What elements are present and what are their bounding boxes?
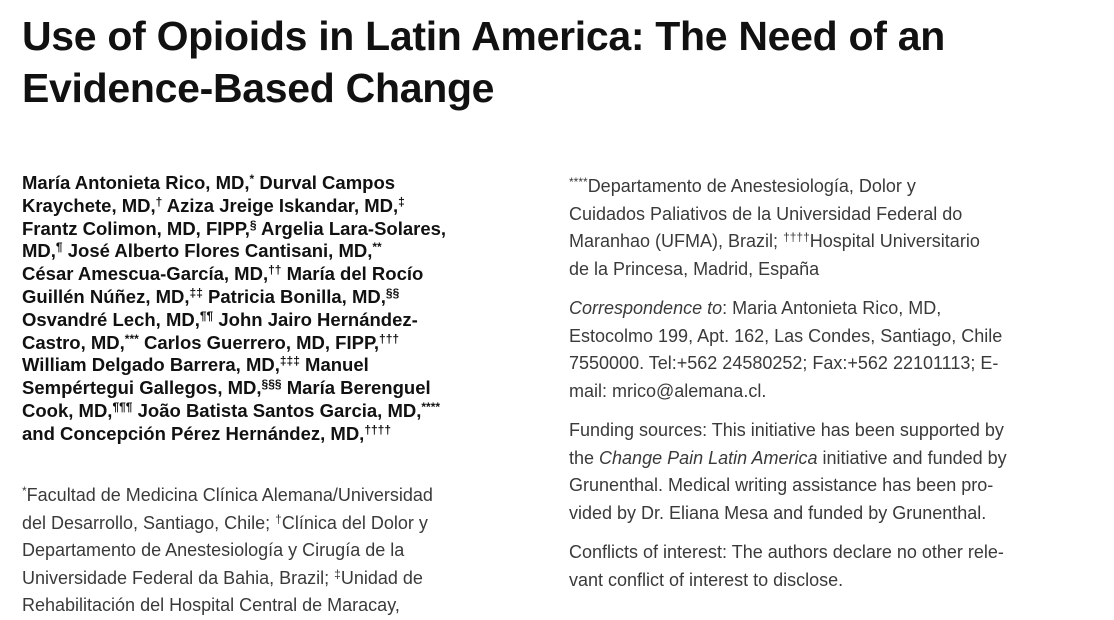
correspondence-name: : Maria Antonieta Rico, MD, xyxy=(722,298,942,318)
right-column xyxy=(569,173,1089,606)
funding-initiative-name: Change Pain Latin America xyxy=(599,447,818,468)
author-line: Osvandré Lech, MD,¶¶ John Jairo Hernández- xyxy=(22,308,418,330)
funding-line-2-post: initiative and funded by xyxy=(817,447,1007,468)
affiliation-line: Rehabilitación del Hospital Central de Maracay, xyxy=(22,595,400,615)
correspondence-email: mail: mrico@alemana.cl. xyxy=(569,380,767,401)
correspondence-phone: 7550000. Tel:+562 24580252; Fax:+562 22101113; E- xyxy=(569,353,999,373)
correspondence-label: Correspondence to xyxy=(569,298,723,318)
author-line: Castro, MD,*** Carlos Guerrero, MD, FIPP,††† xyxy=(22,331,400,353)
conflicts-line-1: Conflicts of interest: The authors declare no other rele- xyxy=(569,542,1004,562)
funding-line-2-pre: the xyxy=(569,447,600,468)
author-line: William Delgado Barrera, MD,‡‡‡ Manuel xyxy=(22,354,369,376)
article-title xyxy=(22,10,1102,114)
title-line-1: Use of Opioids in Latin America: The Need of an xyxy=(22,13,945,59)
author-line: María Antonieta Rico, MD,* Durval Campos xyxy=(22,172,396,193)
affiliation-line: Maranhao (UFMA), Brazil; ††††Hospital Universitario xyxy=(569,230,980,251)
affiliation-line: Universidade Federal da Bahia, Brazil; ‡Unidad de xyxy=(22,566,423,588)
correspondence-address: Estocolmo 199, Apt. 162, Las Condes, Santiago, Chile xyxy=(569,325,1003,346)
author-line: César Amescua-García, MD,†† María del Rocío xyxy=(22,263,424,285)
funding-line-4: vided by Dr. Eliana Mesa and funded by Grunenthal. xyxy=(569,502,987,523)
affiliation-line: de la Princesa, Madrid, España xyxy=(569,258,820,279)
funding-line-1: Funding sources: This initiative has been supported by xyxy=(569,420,1004,440)
author-line: Guillén Núñez, MD,‡‡ Patricia Bonilla, MD,§§ xyxy=(22,285,400,307)
author-line: Sempértegui Gallegos, MD,§§§ María Berenguel xyxy=(22,377,431,399)
author-line: Cook, MD,¶¶¶ João Batista Santos Garcia, MD,**** xyxy=(22,399,441,421)
conflicts-block xyxy=(569,539,1089,594)
affiliation-line: del Desarrollo, Santiago, Chile; †Clínica del Dolor y xyxy=(22,511,428,533)
funding-line-3: Grunenthal. Medical writing assistance has been pro- xyxy=(569,475,994,495)
author-line: Frantz Colimon, MD, FIPP,§ Argelia Lara-Solares, xyxy=(22,217,447,239)
affiliation-line: ****Departamento de Anestesiología, Dolor y xyxy=(569,175,916,196)
affiliation-line: *Facultad de Medicina Clínica Alemana/Universidad xyxy=(22,484,433,505)
affiliations-right xyxy=(569,173,1089,283)
correspondence-block xyxy=(569,295,1089,405)
author-line: Kraychete, MD,† Aziza Jreige Iskandar, MD,‡ xyxy=(22,194,405,216)
author-list xyxy=(22,172,522,446)
affiliation-line: Departamento de Anestesiología y Cirugía de la xyxy=(22,540,405,560)
affiliation-line: Cuidados Paliativos de la Universidad Federal do xyxy=(569,203,963,224)
author-line: and Concepción Pérez Hernández, MD,†††† xyxy=(22,422,392,444)
conflicts-line-2: vant conflict of interest to disclose. xyxy=(569,569,844,590)
title-line-2: Evidence-Based Change xyxy=(22,65,495,111)
affiliations-left xyxy=(22,482,522,620)
funding-block xyxy=(569,417,1089,527)
author-line: MD,¶ José Alberto Flores Cantisani, MD,** xyxy=(22,240,382,262)
